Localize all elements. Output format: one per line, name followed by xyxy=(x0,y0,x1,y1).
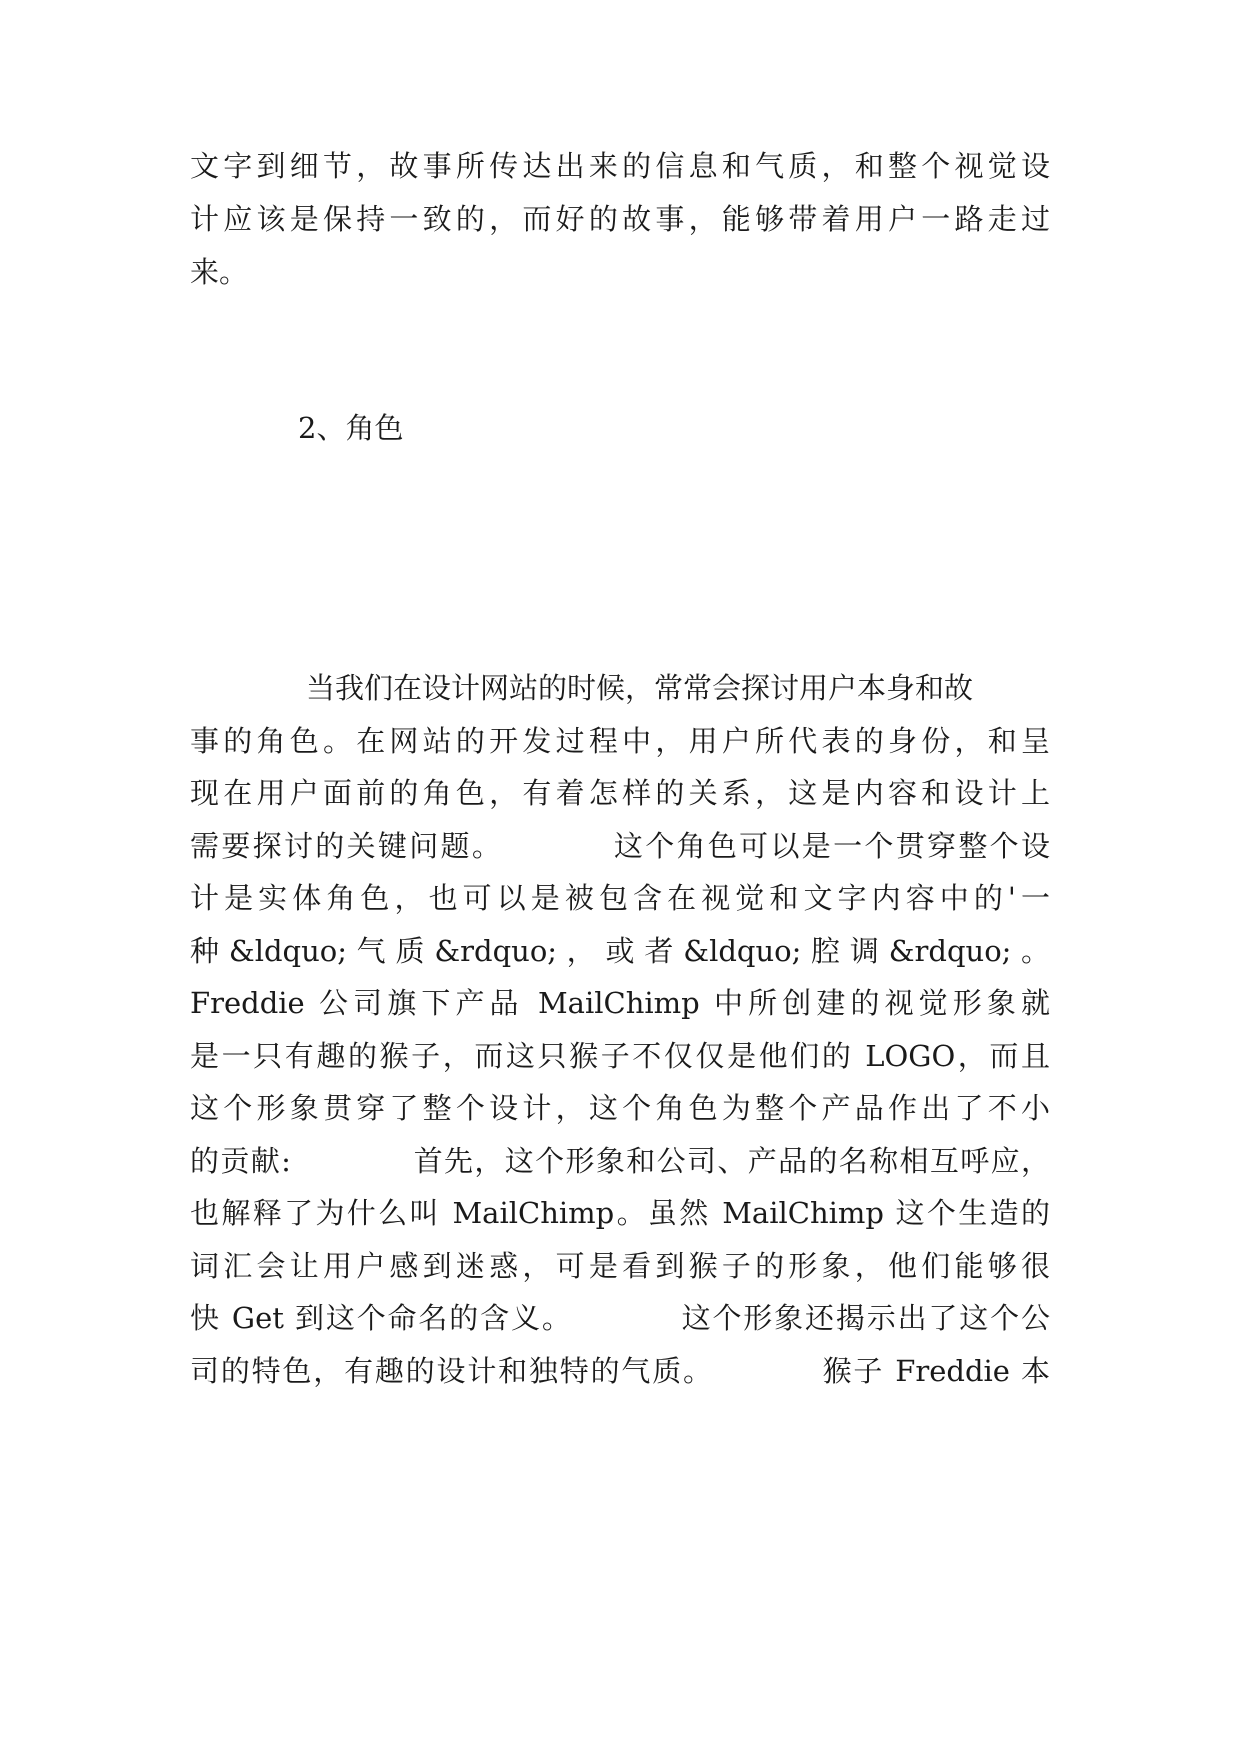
paragraph-line: 需要探讨的关键问题。 这个角色可以是一个贯穿整个设 xyxy=(190,829,1050,863)
paragraph-line: Freddie 公司旗下产品 MailChimp 中所创建的视觉形象就 xyxy=(190,986,1050,1020)
paragraph-line: 来。 xyxy=(190,255,249,289)
paragraph-line: 种 &ldquo; 气 质 &rdquo; ， 或 者 &ldquo; 腔 调 &rdquo; 。 xyxy=(190,934,1050,968)
paragraph-line: 计是实体角色，也可以是被包含在视觉和文字内容中的'一 xyxy=(190,881,1050,915)
paragraph-line: 计应该是保持一致的，而好的故事，能够带着用户一路走过 xyxy=(190,202,1050,236)
paragraph-line: 现在用户面前的角色，有着怎样的关系，这是内容和设计上 xyxy=(190,776,1050,810)
paragraph-line: 当我们在设计网站的时候，常常会探讨用户本身和故 xyxy=(190,671,974,705)
paragraph-line: 也解释了为什么叫 MailChimp。虽然 MailChimp 这个生造的 xyxy=(190,1196,1050,1230)
paragraph-line: 快 Get 到这个命名的含义。 这个形象还揭示出了这个公 xyxy=(190,1301,1050,1335)
paragraph-line: 词汇会让用户感到迷惑，可是看到猴子的形象，他们能够很 xyxy=(190,1249,1050,1283)
paragraph-line: 司的特色，有趣的设计和独特的气质。 猴子 Freddie 本 xyxy=(190,1354,1050,1388)
paragraph-line: 文字到细节，故事所传达出来的信息和气质，和整个视觉设 xyxy=(190,149,1050,183)
paragraph-line: 是一只有趣的猴子，而这只猴子不仅仅是他们的 LOGO，而且 xyxy=(190,1039,1050,1073)
paragraph-line: 这个形象贯穿了整个设计，这个角色为整个产品作出了不小 xyxy=(190,1091,1050,1125)
paragraph-line: 事的角色。在网站的开发过程中，用户所代表的身份，和呈 xyxy=(190,724,1050,758)
section-heading: 2、角色 xyxy=(298,411,404,445)
paragraph-line: 的贡献: 首先，这个形象和公司、产品的名称相互呼应， xyxy=(190,1144,1050,1178)
